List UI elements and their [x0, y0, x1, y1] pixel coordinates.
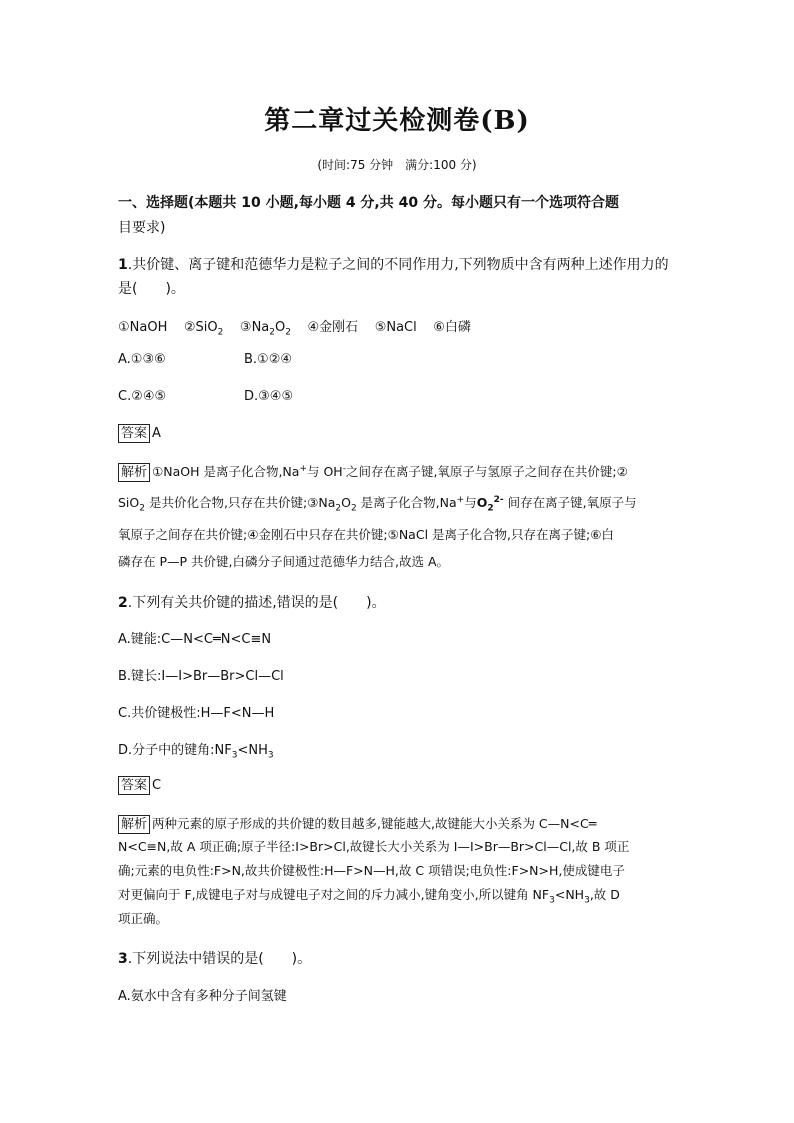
question-3-stem: 3.下列说法中错误的是( )。	[118, 951, 312, 967]
question-1-number: 1	[118, 257, 128, 273]
question-2-number: 2	[118, 595, 128, 611]
item-4: ④金刚石	[307, 320, 359, 335]
question-2-analysis-line5: 项正确。	[118, 911, 169, 926]
item-5: ⑤NaCl	[374, 320, 417, 335]
q2-option-c: C.共价键极性:H—F<N—H	[118, 706, 275, 721]
question-1-analysis-line3: 氧原子之间存在共价键;④金刚石中只存在共价键;⑤NaCl 是离子化合物,只存在离子键;⑥白	[118, 527, 614, 542]
question-2-stem: 2.下列有关共价键的描述,错误的是( )。	[118, 595, 386, 611]
q2-option-d: D.分子中的键角$:NF_3<NH_3$	[118, 743, 274, 761]
option-b: B.①②④	[244, 352, 293, 367]
answer-value: A	[152, 426, 161, 441]
answer-tag: 答案	[118, 424, 150, 443]
question-2-analysis-line3: 确;元素的电负性:F>N,故共价键极性:H—F>N—H,故 C 项错误;电负性:F>N>H,使成键电子	[118, 863, 625, 878]
question-1-stem-line2: 是( )。	[118, 281, 185, 297]
item-2: ②SiO$_2$	[183, 320, 224, 338]
q3-option-a: A.氨水中含有多种分子间氢键	[118, 989, 287, 1004]
option-c: C.②④⑤	[118, 389, 167, 404]
answer-value: C	[152, 778, 162, 793]
question-1-items	[118, 316, 471, 338]
analysis-tag: 解析	[118, 815, 150, 834]
answer-tag: 答案	[118, 776, 150, 795]
item-3: $③Na_2O_2$	[239, 320, 291, 338]
q2-option-b: B.键长:I—I>Br—Br>Cl—Cl	[118, 669, 284, 684]
page-title: 第二章过关检测卷(B)	[264, 106, 530, 136]
question-1-analysis-line1: 解析 ①NaOH 是离子化合物,Na+与 OH-之间存在离子键,氧原子与氢原子之间存在共价键;②	[118, 463, 628, 482]
section-heading-line1: 一、选择题(本题共 10 小题,每小题 4 分,共 40 分。每小题只有一个选项符合题	[118, 195, 619, 211]
question-2-analysis-line2: N<C≡N,故 A 项正确;原子半径:I>Br>Cl,故键长大小关系为 I—I>Br—Br>Cl—Cl,故 B 项正	[118, 839, 630, 854]
item-6: ⑥白磷	[433, 320, 471, 335]
question-2-answer	[118, 776, 161, 795]
question-1-analysis-line4: 磷存在 P—P 共价键,白磷分子间通过范德华力结合,故选 A。	[118, 554, 449, 569]
question-3-number: 3	[118, 951, 128, 967]
question-1-answer	[118, 424, 161, 443]
item-1: ①NaOH	[118, 320, 168, 335]
analysis-tag: 解析	[118, 463, 150, 482]
question-2-analysis-line1: 解析 两种元素的原子形成的共价键的数目越多,键能越大,故键能大小关系为 C—N<C═	[118, 815, 596, 834]
question-2-analysis-line4: 对更偏向于 F,成键电子对与成键电子对之间的斥力减小,键角变小,所以键角 $NF_3<NH_3$,故 D	[118, 887, 620, 906]
option-a: A.①③⑥	[118, 352, 166, 367]
exam-info: (时间:75 分钟 满分:100 分)	[317, 158, 477, 172]
q2-option-a: A.键能:C—N<C═N<C≡N	[118, 632, 272, 647]
question-1-stem-line1: 1.共价键、离子键和范德华力是粒子之间的不同作用力,下列物质中含有两种上述作用力的	[118, 257, 669, 273]
question-1-analysis-line2: SiO$_2$ 是共价化合物,只存在共价键$;③Na_2O_2$ 是离子化合物,Na+与$O_2^{2-}$ 间存在离子键,氧原子与	[118, 495, 637, 514]
option-d: D.③④⑤	[244, 389, 294, 404]
section-heading-line2: 目要求)	[118, 220, 166, 236]
